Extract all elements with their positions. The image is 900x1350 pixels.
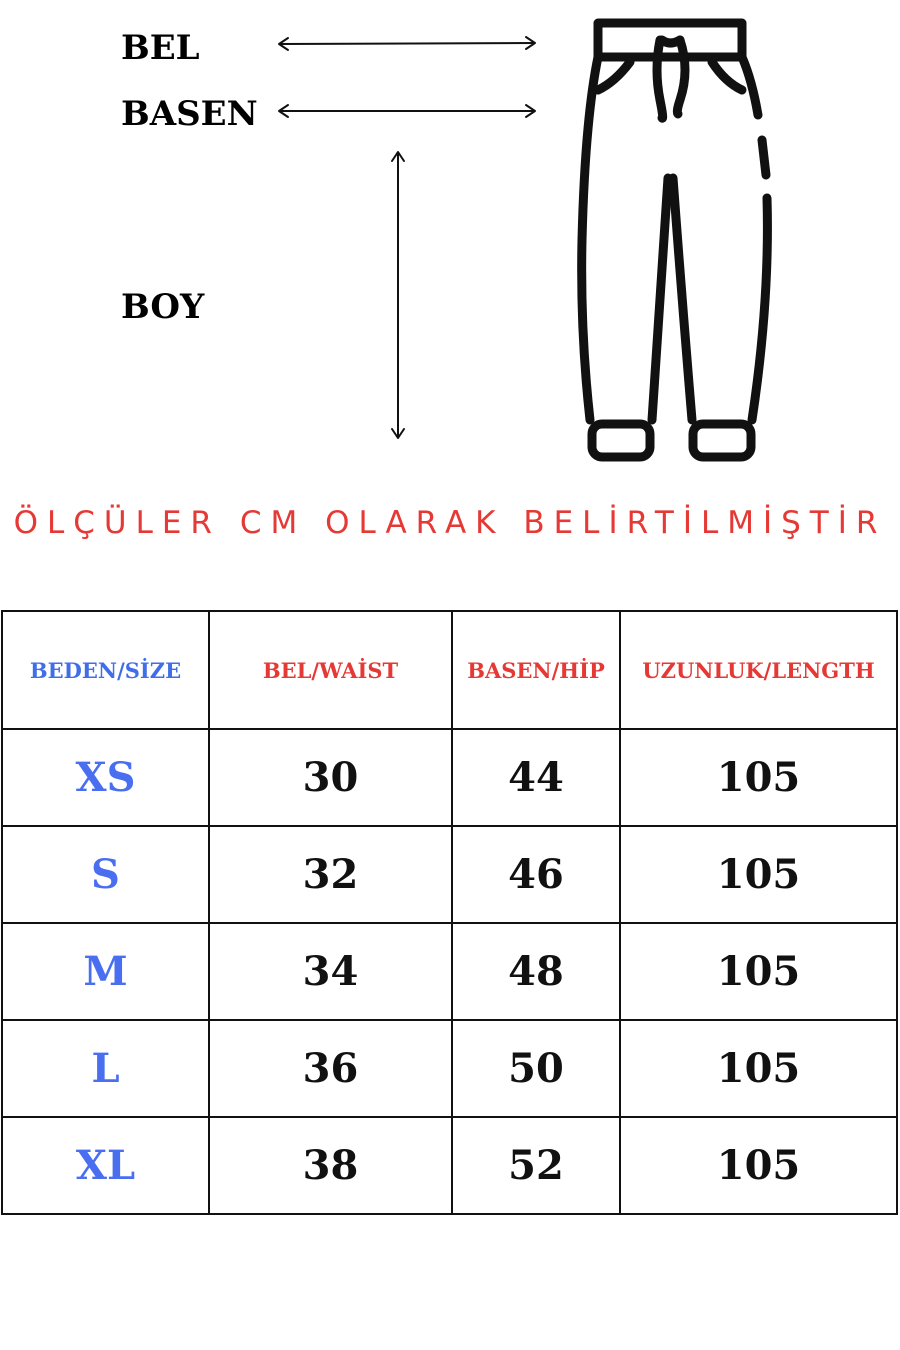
size-cell: XL — [2, 1117, 209, 1214]
header-hip: BASEN/HİP — [452, 611, 620, 729]
length-cell: 105 — [620, 826, 897, 923]
table-row — [2, 826, 897, 923]
size-chart-table — [1, 610, 898, 1215]
hip-cell: 52 — [452, 1117, 620, 1214]
hip-arrow-icon — [279, 105, 535, 117]
sweatpants-icon — [582, 23, 768, 457]
waist-cell: 38 — [209, 1117, 452, 1214]
hip-label: BASEN — [121, 94, 258, 134]
table-header-row — [2, 611, 897, 729]
length-cell: 105 — [620, 1020, 897, 1117]
length-arrow-icon — [392, 152, 404, 438]
length-cell: 105 — [620, 923, 897, 1020]
waist-cell: 32 — [209, 826, 452, 923]
length-cell: 105 — [620, 729, 897, 826]
waist-cell: 36 — [209, 1020, 452, 1117]
table-row — [2, 1020, 897, 1117]
size-cell: M — [2, 923, 209, 1020]
header-waist: BEL/WAİST — [209, 611, 452, 729]
hip-cell: 44 — [452, 729, 620, 826]
header-length: UZUNLUK/LENGTH — [620, 611, 897, 729]
waist-cell: 30 — [209, 729, 452, 826]
waist-cell: 34 — [209, 923, 452, 1020]
size-cell: L — [2, 1020, 209, 1117]
length-label: BOY — [121, 287, 205, 327]
size-cell: S — [2, 826, 209, 923]
waist-label: BEL — [121, 28, 200, 68]
waist-arrow-icon — [279, 37, 535, 50]
hip-cell: 50 — [452, 1020, 620, 1117]
size-cell: XS — [2, 729, 209, 826]
header-size: BEDEN/SİZE — [2, 611, 209, 729]
hip-cell: 48 — [452, 923, 620, 1020]
length-cell: 105 — [620, 1117, 897, 1214]
measurement-unit-note: ÖLÇÜLER CM OLARAK BELİRTİLMİŞTİR — [13, 505, 887, 541]
measurement-diagram — [0, 0, 900, 480]
hip-cell: 46 — [452, 826, 620, 923]
table-row — [2, 923, 897, 1020]
table-row — [2, 729, 897, 826]
table-row — [2, 1117, 897, 1214]
